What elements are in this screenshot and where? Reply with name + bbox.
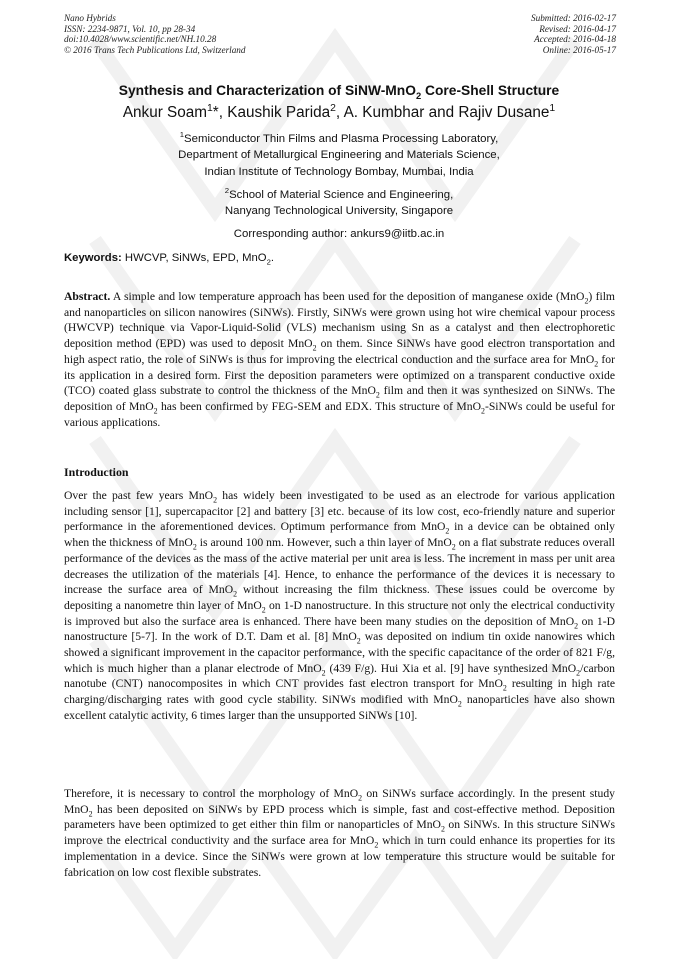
- keywords: Keywords: HWCVP, SiNWs, EPD, MnO$_2$.: [64, 252, 274, 267]
- affiliations: [0, 131, 678, 243]
- affiliation-2-line: Nanyang Technological University, Singapore: [224, 205, 454, 218]
- corresponding-author: Corresponding author: ankurs9@iitb.ac.in: [233, 228, 445, 241]
- introduction-paragraph-2: Therefore, it is necessary to control the morphology of MnO$_2$ on SiNWs surface accordingly. In the present study MnO$_2$ has been deposited on SiNWs by EPD process which is simple, fast and cost-effective method. Deposition parameters have been optimized to get either thin film or nanoparticles of MnO$_2$ on SiNWs. In this structure SiNWs improve the electrical conductivity and the surface area for MnO$_2$ which in turn could enhance its properties for its implementation in a device. Since the SiNWs were grown at low temperature this structure would be suitable for fabrication on low cost flexible substrates.: [64, 787, 615, 879]
- online-date: Online: 2016-05-17: [542, 44, 616, 55]
- author-name: Ankur Soam: [122, 104, 208, 121]
- journal-header-left: [64, 13, 245, 55]
- abstract-label: Abstract.: [64, 290, 111, 303]
- journal-doi: doi:10.4028/www.scientific.net/NH.10.28: [64, 34, 217, 45]
- affiliation-1-line: $^1$Semiconductor Thin Films and Plasma Processing Laboratory,: [179, 130, 499, 145]
- introduction-paragraph-1: Over the past few years MnO$_2$ has widely been investigated to be used as an electrode for various application including sensor [1], supercapacitor [2] and battery [3] etc. because of its low cost, eco-friendly nature and superior performance in the aforementioned devices. Optimum performance from MnO$_2$ in a device can be obtained only when the thickness of MnO$_2$ is around 100 nm. However, such a thin layer of MnO$_2$ on a flat substrate reduces overall performance of the devices as the mass of the active material per unit area is less. The increment in mass per unit area decreases the utilization of the materials [4]. Hence, to enhance the performance of the devices it is necessary to increase the surface area of MnO$_2$ without increasing the film thickness. These issues could be overcome by depositing a nanometre thin layer of MnO$_2$ on 1-D nanostructure. In this structure not only the electrical conductivity is improved but also the surface area is enhanced. There have been many studies on the deposition of MnO$_2$ on 1-D nanostructure [5-7]. In the work of D.T. Dam et al. [8] MnO$_2$ was deposited on indium tin oxide nanowires which showed a significant improvement in the capacitor performance, with the specific capacitance of the order of 821 F/g, which is much higher than a planar electrode of MnO$_2$ (439 F/g). Hui Xia et al. [9] have synthesized MnO$_2$/carbon nanotube (CNT) nanocomposites in which CNT provides fast electron transport for MnO$_2$ resulting in high rate charging/discharging rates with good cycle stability. SiNWs modified with MnO$_2$ nanoparticles have also shown excellent catalytic activity, 6 times larger than the unsupported SiNWs [10].: [64, 489, 616, 722]
- abstract: Abstract. A simple and low temperature approach has been used for the deposition of manganese oxide (MnO$_2$) film and nanoparticles on silicon nanowires (SiNWs). Firstly, SiNWs were grown using hot wire chemical vapour process (HWCVP) technique via Vapor-Liquid-Solid (VLS) mechanism using Sn as a catalyst and then electrophoretic deposition method (EPD) was used to deposit MnO$_2$ on them. Since SiNWs have good electron transportation and high aspect ratio, the role of SiNWs is thus for improving the electrical conduction and the surface area for MnO$_2$ for its application in a desired form. First the deposition parameters were optimized on a transparent conductive oxide (TCO) coated glass substrate to control the thickness of the MnO$_2$ film and then it was synthesized on SiNWs. The deposition of MnO$_2$ has been confirmed by FEG-SEM and EDX. This structure of MnO$_2$-SiNWs could be useful for various applications.: [64, 290, 616, 429]
- author-name: Kaushik Parida: [227, 104, 331, 121]
- journal-issn: ISSN: 2234-9871, Vol. 10, pp 28-34: [64, 23, 196, 34]
- affiliation-2-line: $^2$School of Material Science and Engineering,: [224, 186, 454, 201]
- affiliation-1-line: Indian Institute of Technology Bombay, Mumbai, India: [204, 165, 474, 178]
- journal-copyright: © 2016 Trans Tech Publications Ltd, Switzerland: [64, 44, 246, 55]
- revised-date: Revised: 2016-04-17: [539, 23, 616, 34]
- journal-header-right: [531, 13, 616, 55]
- affiliation-1-line: Department of Metallurgical Engineering and Materials Science,: [178, 149, 500, 162]
- paper-title: Synthesis and Characterization of SiNW-MnO$_2$ Core-Shell Structure: [118, 83, 560, 101]
- section-heading-introduction: Introduction: [64, 465, 129, 479]
- submitted-date: Submitted: 2016-02-17: [531, 13, 616, 23]
- journal-name: Nano Hybrids: [64, 13, 116, 23]
- accepted-date: Accepted: 2016-04-18: [534, 34, 616, 45]
- author-list: Ankur Soam$^1$*, Kaushik Parida$^2$, A. Kumbhar and Rajiv Dusane$^1$: [122, 102, 556, 121]
- keywords-label: Keywords:: [64, 252, 122, 264]
